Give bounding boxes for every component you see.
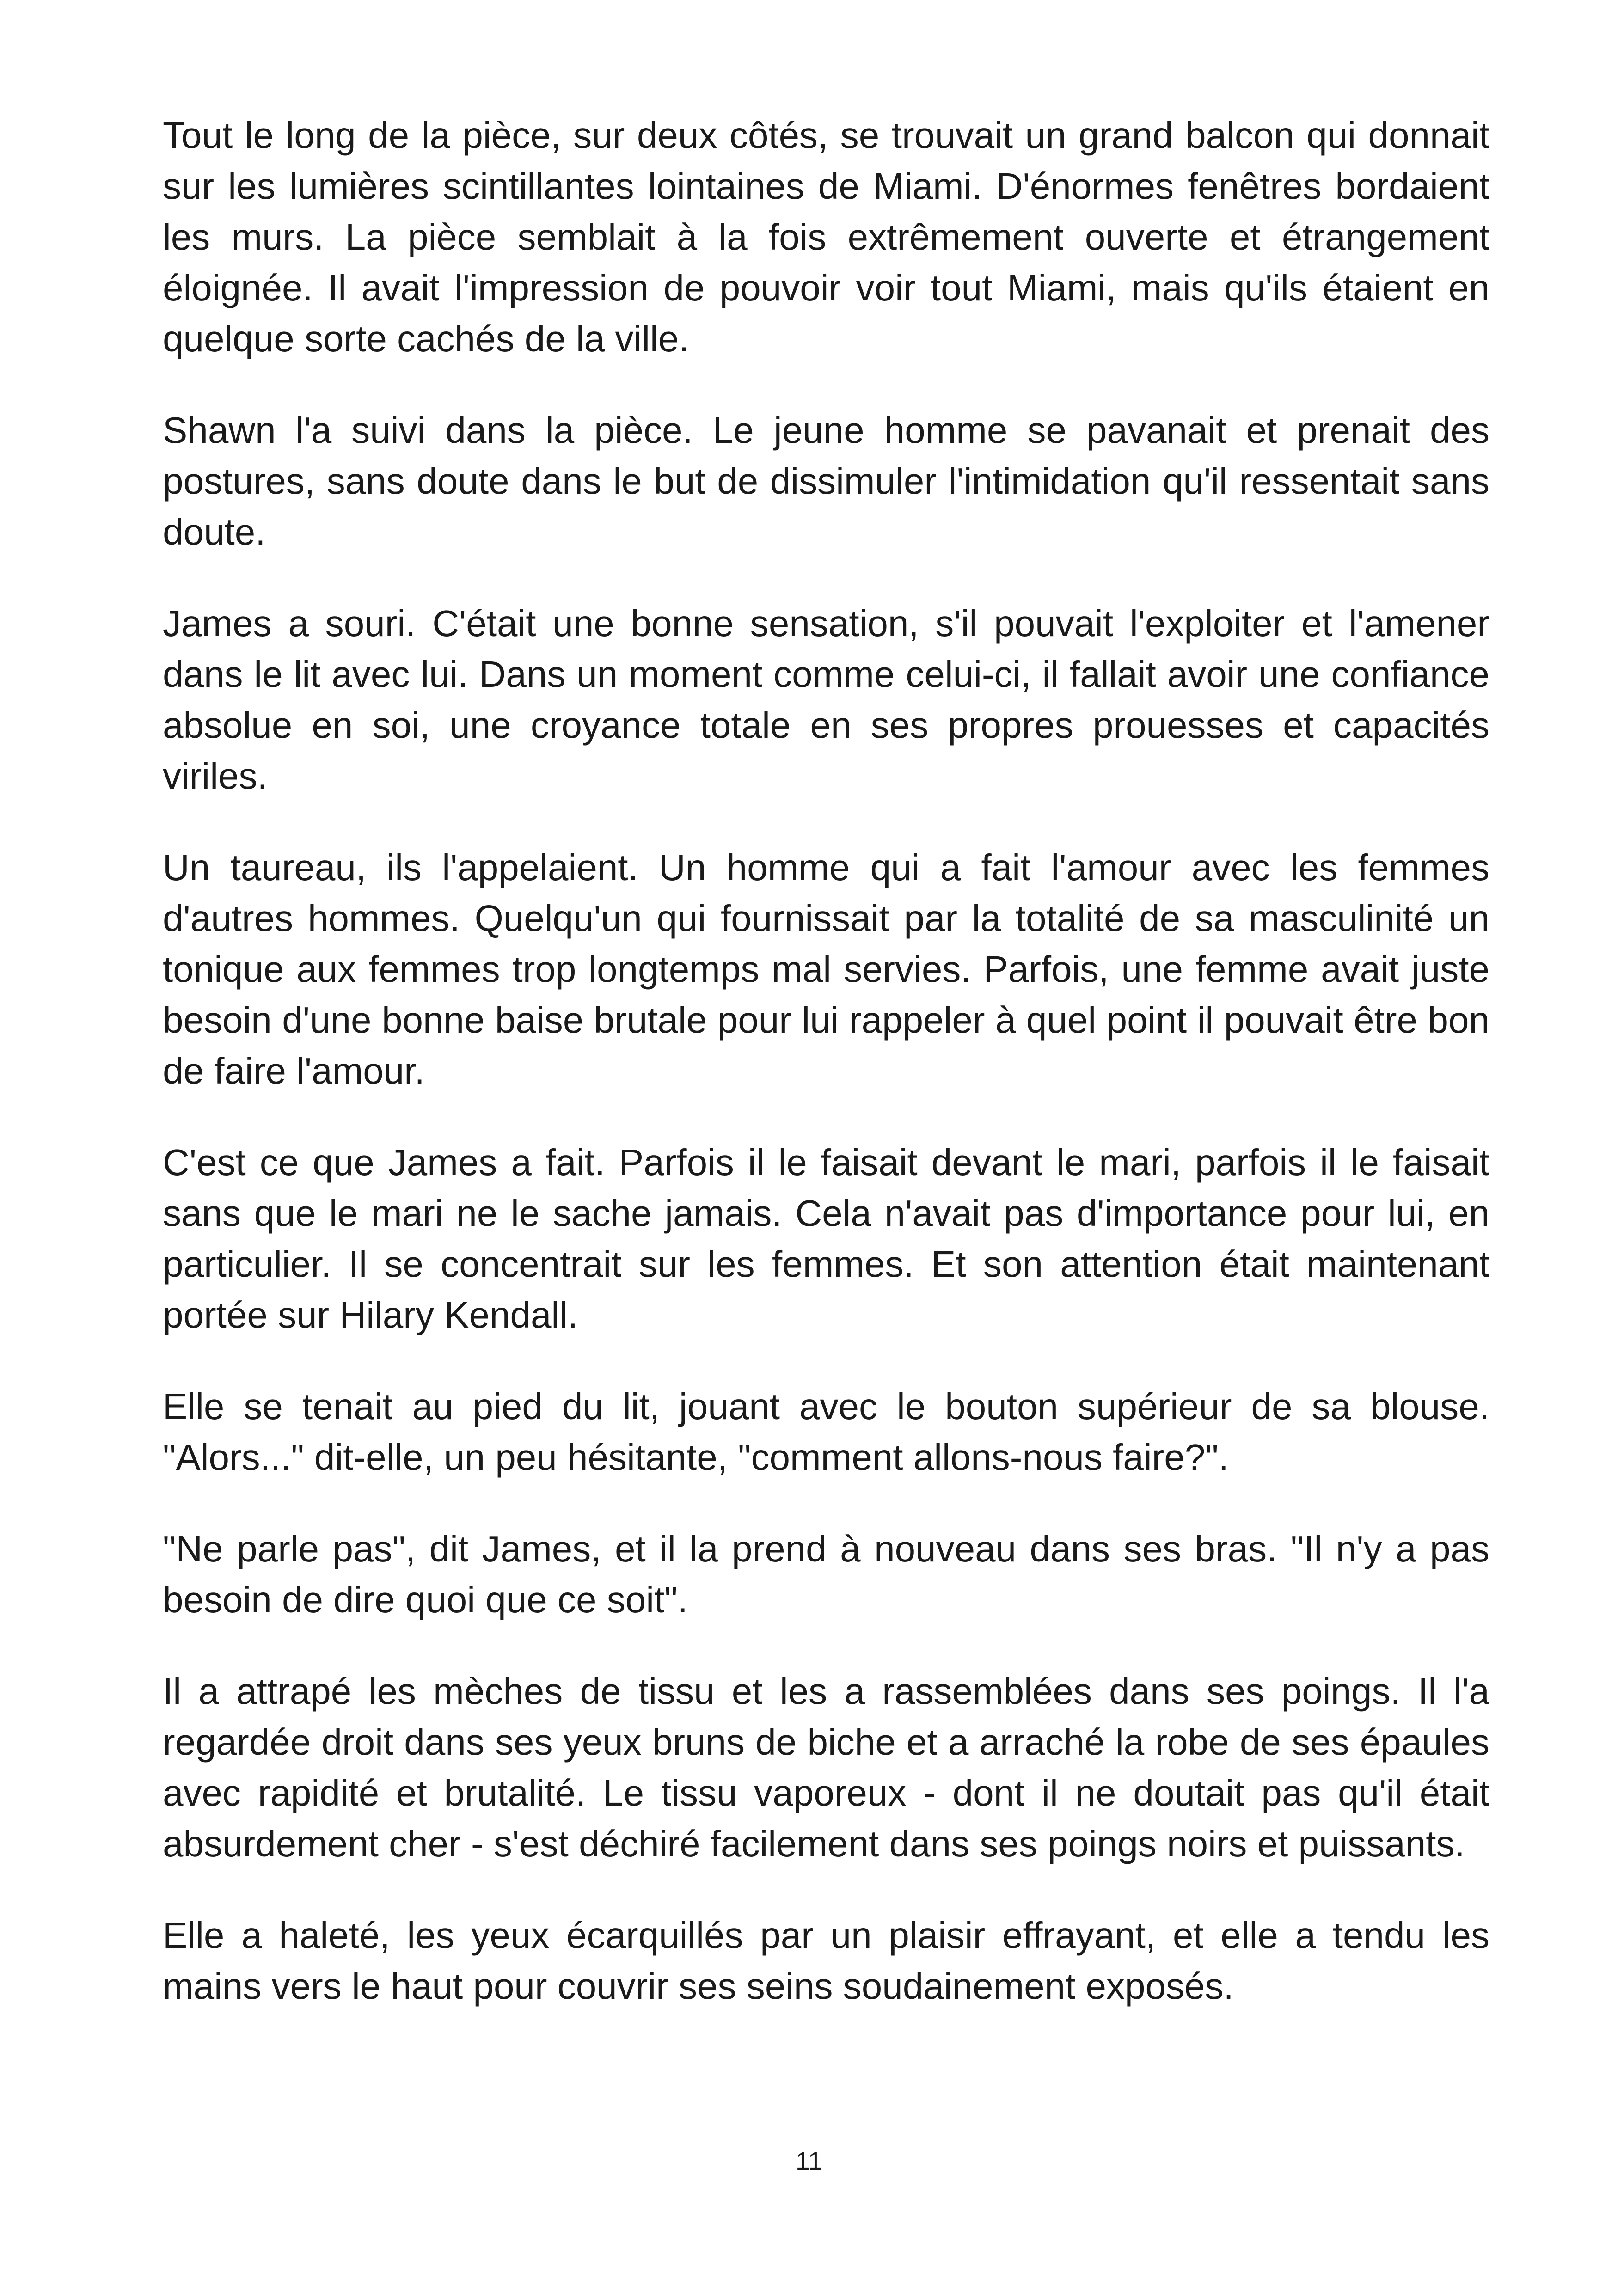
paragraph: Tout le long de la pièce, sur deux côtés, se trouvait un grand balcon qui donnait sur les lumières scintillantes lointaines de Miami. D'énormes fenêtres bordaient les murs. La pièce semblait à la fois extrêmement ouverte et étrangement éloignée. Il avait l'impression de pouvoir voir tout Miami, mais qu'ils étaient en quelque sorte cachés de la ville. [163, 115, 1489, 359]
paragraph: Shawn l'a suivi dans la pièce. Le jeune homme se pavanait et prenait des postures, sans doute dans le but de dissimuler l'intimidation qu'il ressentait sans doute. [163, 410, 1489, 552]
paragraph: Elle se tenait au pied du lit, jouant avec le bouton supérieur de sa blouse. "Alors..." dit-elle, un peu hésitante, "comment allons-nous faire?". [163, 1386, 1489, 1478]
paragraph: "Ne parle pas", dit James, et il la prend à nouveau dans ses bras. "Il n'y a pas besoin de dire quoi que ce soit". [163, 1528, 1489, 1620]
paragraph: Un taureau, ils l'appelaient. Un homme qui a fait l'amour avec les femmes d'autres hommes. Quelqu'un qui fournissait par la totalité de sa masculinité un tonique aux femmes trop longtemps mal servies. Parfois, une femme avait juste besoin d'une bonne baise brutale pour lui rappeler à quel point il pouvait être bon de faire l'amour. [163, 847, 1489, 1091]
paragraph: James a souri. C'était une bonne sensation, s'il pouvait l'exploiter et l'amener dans le lit avec lui. Dans un moment comme celui-ci, il fallait avoir une confiance absolue en soi, une croyance totale en ses propres prouesses et capacités viriles. [163, 603, 1489, 796]
paragraph: C'est ce que James a fait. Parfois il le faisait devant le mari, parfois il le faisait sans que le mari ne le sache jamais. Cela n'avait pas d'importance pour lui, en particulier. Il se concentrait sur les femmes. Et son attention était maintenant portée sur Hilary Kendall. [163, 1142, 1489, 1335]
paragraph: Il a attrapé les mèches de tissu et les a rassemblées dans ses poings. Il l'a regardée droit dans ses yeux bruns de biche et a arraché la robe de ses épaules avec rapidité et brutalité. Le tissu vaporeux - dont il ne doutait pas qu'il était absurdement cher - s'est déchiré facilement dans ses poings noirs et puissants. [163, 1671, 1489, 1864]
page-number: 11 [795, 2146, 823, 2175]
body-text [163, 110, 1489, 2052]
paragraph: Elle a haleté, les yeux écarquillés par un plaisir effrayant, et elle a tendu les mains vers le haut pour couvrir ses seins soudainement exposés. [163, 1915, 1489, 2007]
